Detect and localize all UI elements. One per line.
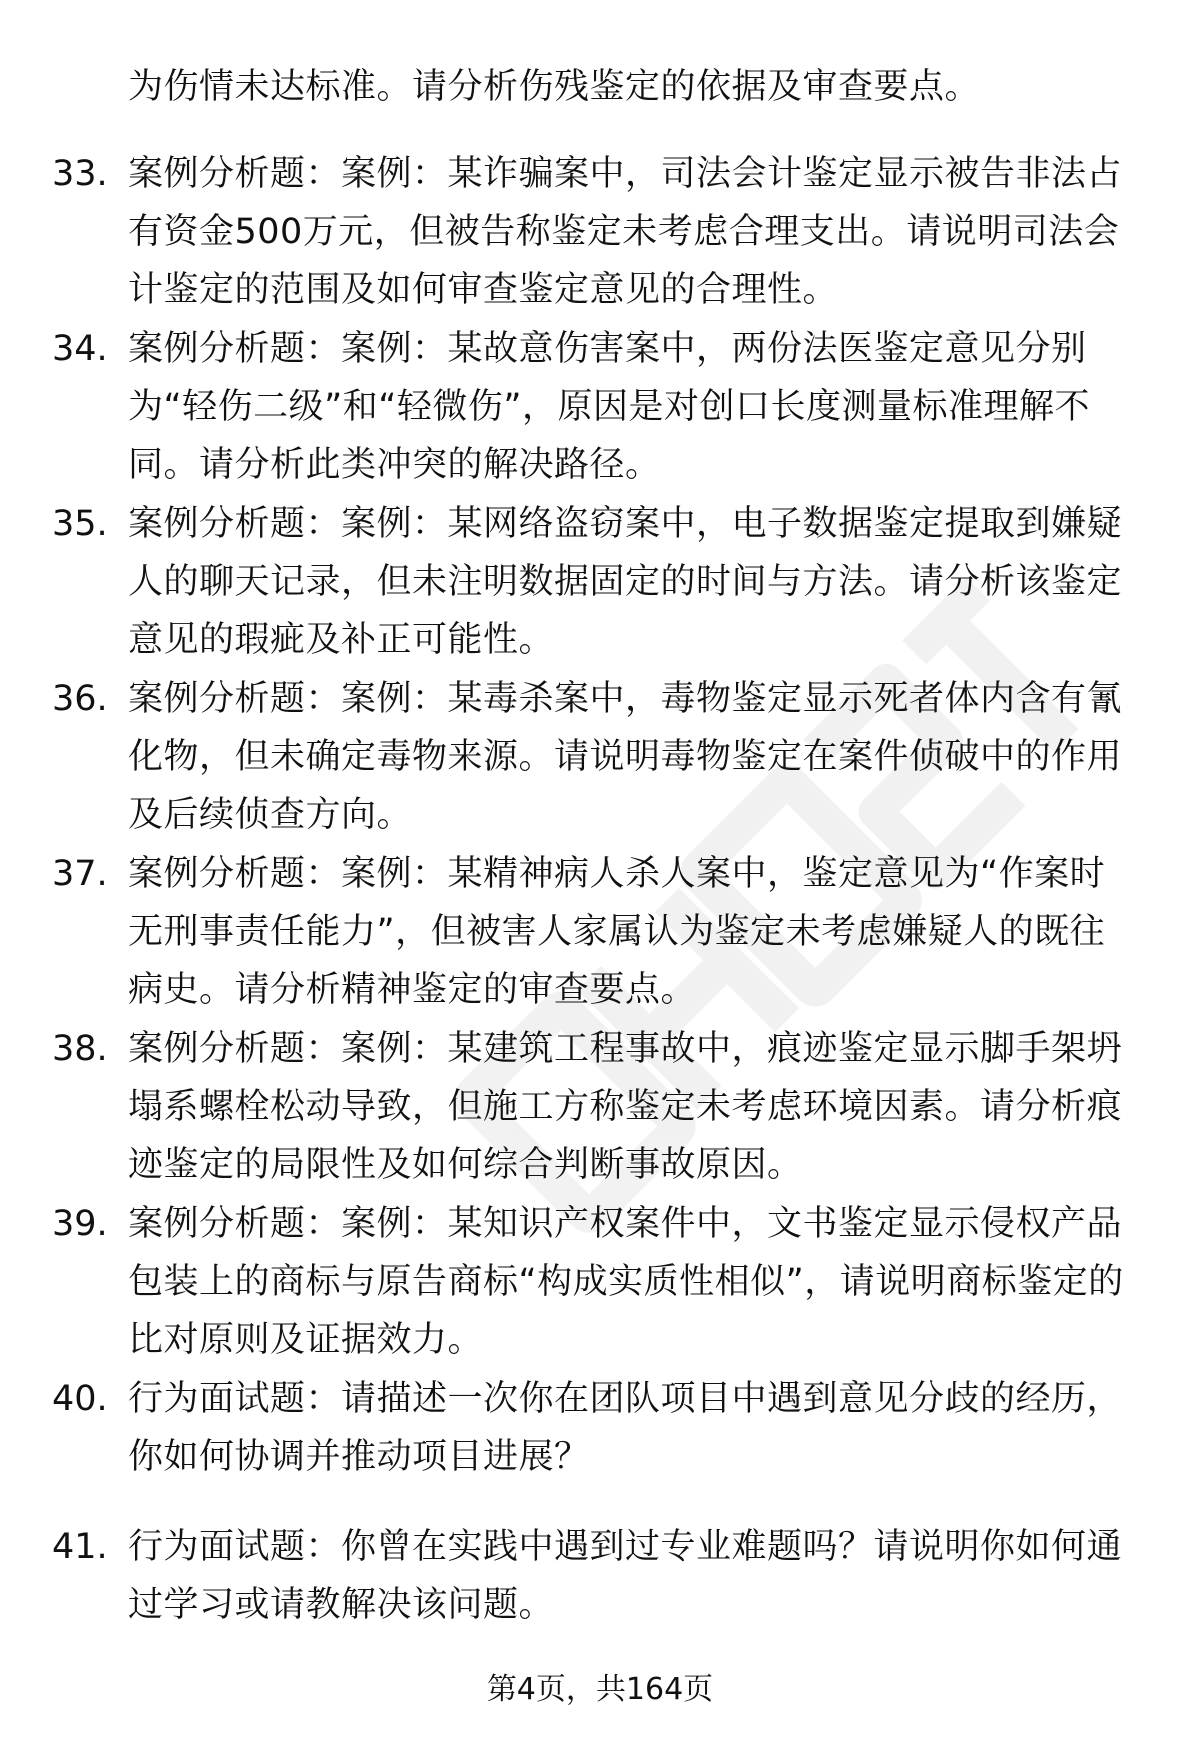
question-text: 案例分析题：案例：某故意伤害案中，两份法医鉴定意见分别为“轻伤二级”和“轻微伤”，原因是对创口长度测量标准理解不同。请分析此类冲突的解决路径。 <box>128 329 1091 485</box>
question-text: 案例分析题：案例：某诈骗案中，司法会计鉴定显示被告非法占有资金500万元，但被告称鉴定未考虑合理支出。请说明司法会计鉴定的范围及如何审查鉴定意见的合理性。 <box>128 154 1123 310</box>
question-number: 38. <box>52 1029 108 1069</box>
question-number: 41. <box>52 1527 108 1567</box>
question-text: 行为面试题：你曾在实践中遇到过专业难题吗？请说明你如何通过学习或请教解决该问题。 <box>128 1527 1123 1625</box>
question-text: 案例分析题：案例：某建筑工程事故中，痕迹鉴定显示脚手架坍塌系螺栓松动导致，但施工方称鉴定未考虑环境因素。请分析痕迹鉴定的局限性及如何综合判断事故原因。 <box>128 1029 1123 1185</box>
question-number: 34. <box>52 329 108 369</box>
question-text: 案例分析题：案例：某毒杀案中，毒物鉴定显示死者体内含有氰化物，但未确定毒物来源。请说明毒物鉴定在案件侦破中的作用及后续侦查方向。 <box>128 679 1123 835</box>
question-text: 案例分析题：案例：某精神病人杀人案中，鉴定意见为“作案时无刑事责任能力”，但被害人家属认为鉴定未考虑嫌疑人的既往病史。请分析精神鉴定的审查要点。 <box>128 854 1106 1010</box>
question-number: 37. <box>52 854 108 894</box>
question-number: 36. <box>52 679 108 719</box>
question-text: 案例分析题：案例：某知识产权案件中，文书鉴定显示侵权产品包装上的商标与原告商标“构成实质性相似”，请说明商标鉴定的比对原则及证据效力。 <box>128 1204 1124 1360</box>
question-text: 行为面试题：请描述一次你在团队项目中遇到意见分歧的经历，你如何协调并推动项目进展？ <box>128 1379 1123 1477</box>
question-number: 33. <box>52 154 108 194</box>
question-number: 35. <box>52 504 108 544</box>
question-text: 案例分析题：案例：某网络盗窃案中，电子数据鉴定提取到嫌疑人的聊天记录，但未注明数据固定的时间与方法。请分析该鉴定意见的瑕疵及补正可能性。 <box>128 504 1123 660</box>
continuation-text: 为伤情未达标准。请分析伤残鉴定的依据及审查要点。 <box>128 67 981 107</box>
question-number: 40. <box>52 1379 108 1419</box>
question-number: 39. <box>52 1204 108 1244</box>
page-number: 第4页，共164页 <box>486 1672 714 1707</box>
